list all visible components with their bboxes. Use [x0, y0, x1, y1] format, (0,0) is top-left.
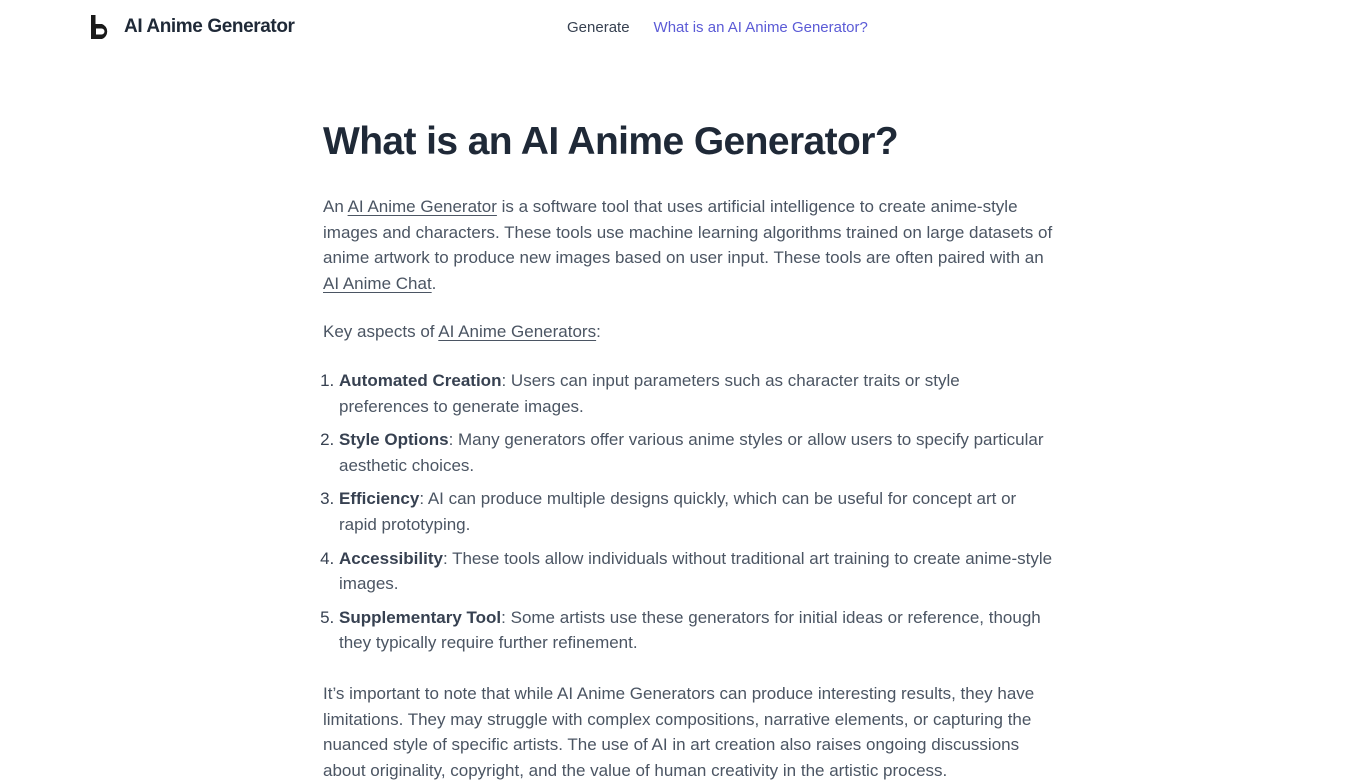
aspect-text: : AI can produce multiple designs quickly, which can be useful for concept art or rapid prototyping. — [339, 489, 1017, 534]
closing-paragraph: It’s important to note that while AI Anime Generators can produce interesting results, they have limitations. They may struggle with complex compositions, narrative elements, or capturing the nuanced style of specific artists. The use of AI in art creation also raises ongoing discussions about originality, copyright, and the value of human creativity in the artistic process. — [323, 683, 1035, 780]
intro-paragraph — [323, 194, 1053, 296]
aspect-text: : Many generators offer various anime styles or allow users to specify particular aesthetic choices. — [339, 430, 1044, 475]
article — [323, 118, 1053, 783]
nav-what-is[interactable]: What is an AI Anime Generator? — [653, 19, 868, 36]
page-title: What is an AI Anime Generator? — [323, 120, 899, 163]
brand-logo-icon — [90, 14, 112, 40]
intro-middle: is a software tool that uses artificial intelligence to create anime-style images and characters. These tools use machine learning algorithms trained on large datasets of anime artwork to produce new images based on user input. These tools are often paired with an — [323, 197, 1053, 268]
aspect-term: Style Options — [339, 430, 449, 450]
key-aspects-suffix: : — [596, 322, 601, 342]
aspects-list — [323, 368, 1053, 656]
key-aspects-heading — [323, 319, 1053, 345]
aspect-text: : Some artists use these generators for initial ideas or reference, though they typically require further refinement. — [339, 607, 1041, 653]
list-item — [339, 546, 1053, 597]
list-item — [339, 368, 1053, 419]
brand-name: AI Anime Generator — [124, 16, 295, 37]
list-item — [339, 427, 1053, 478]
aspect-term: Efficiency — [339, 489, 420, 509]
intro-prefix: An — [323, 197, 348, 216]
list-item — [339, 605, 1053, 656]
site-header — [0, 0, 1366, 56]
aspect-term: Supplementary Tool — [339, 607, 502, 627]
aspect-term: Automated Creation — [339, 370, 502, 390]
intro-suffix: . — [431, 273, 437, 293]
list-item — [339, 486, 1053, 537]
aspect-term: Accessibility — [339, 548, 443, 568]
aspect-text: : These tools allow individuals without traditional art training to create anime-style images. — [339, 548, 1053, 594]
nav-generate[interactable]: Generate — [567, 19, 630, 36]
main-nav — [567, 19, 868, 36]
ai-anime-generator-link[interactable]: AI Anime Generator — [347, 197, 497, 216]
brand-link[interactable] — [90, 14, 295, 40]
ai-anime-chat-link[interactable]: AI Anime Chat — [323, 273, 432, 293]
ai-anime-generators-link[interactable]: AI Anime Generators — [438, 322, 597, 342]
key-aspects-prefix: Key aspects of — [323, 322, 439, 342]
aspect-text: : Users can input parameters such as character traits or style preferences to generate images. — [339, 370, 960, 416]
